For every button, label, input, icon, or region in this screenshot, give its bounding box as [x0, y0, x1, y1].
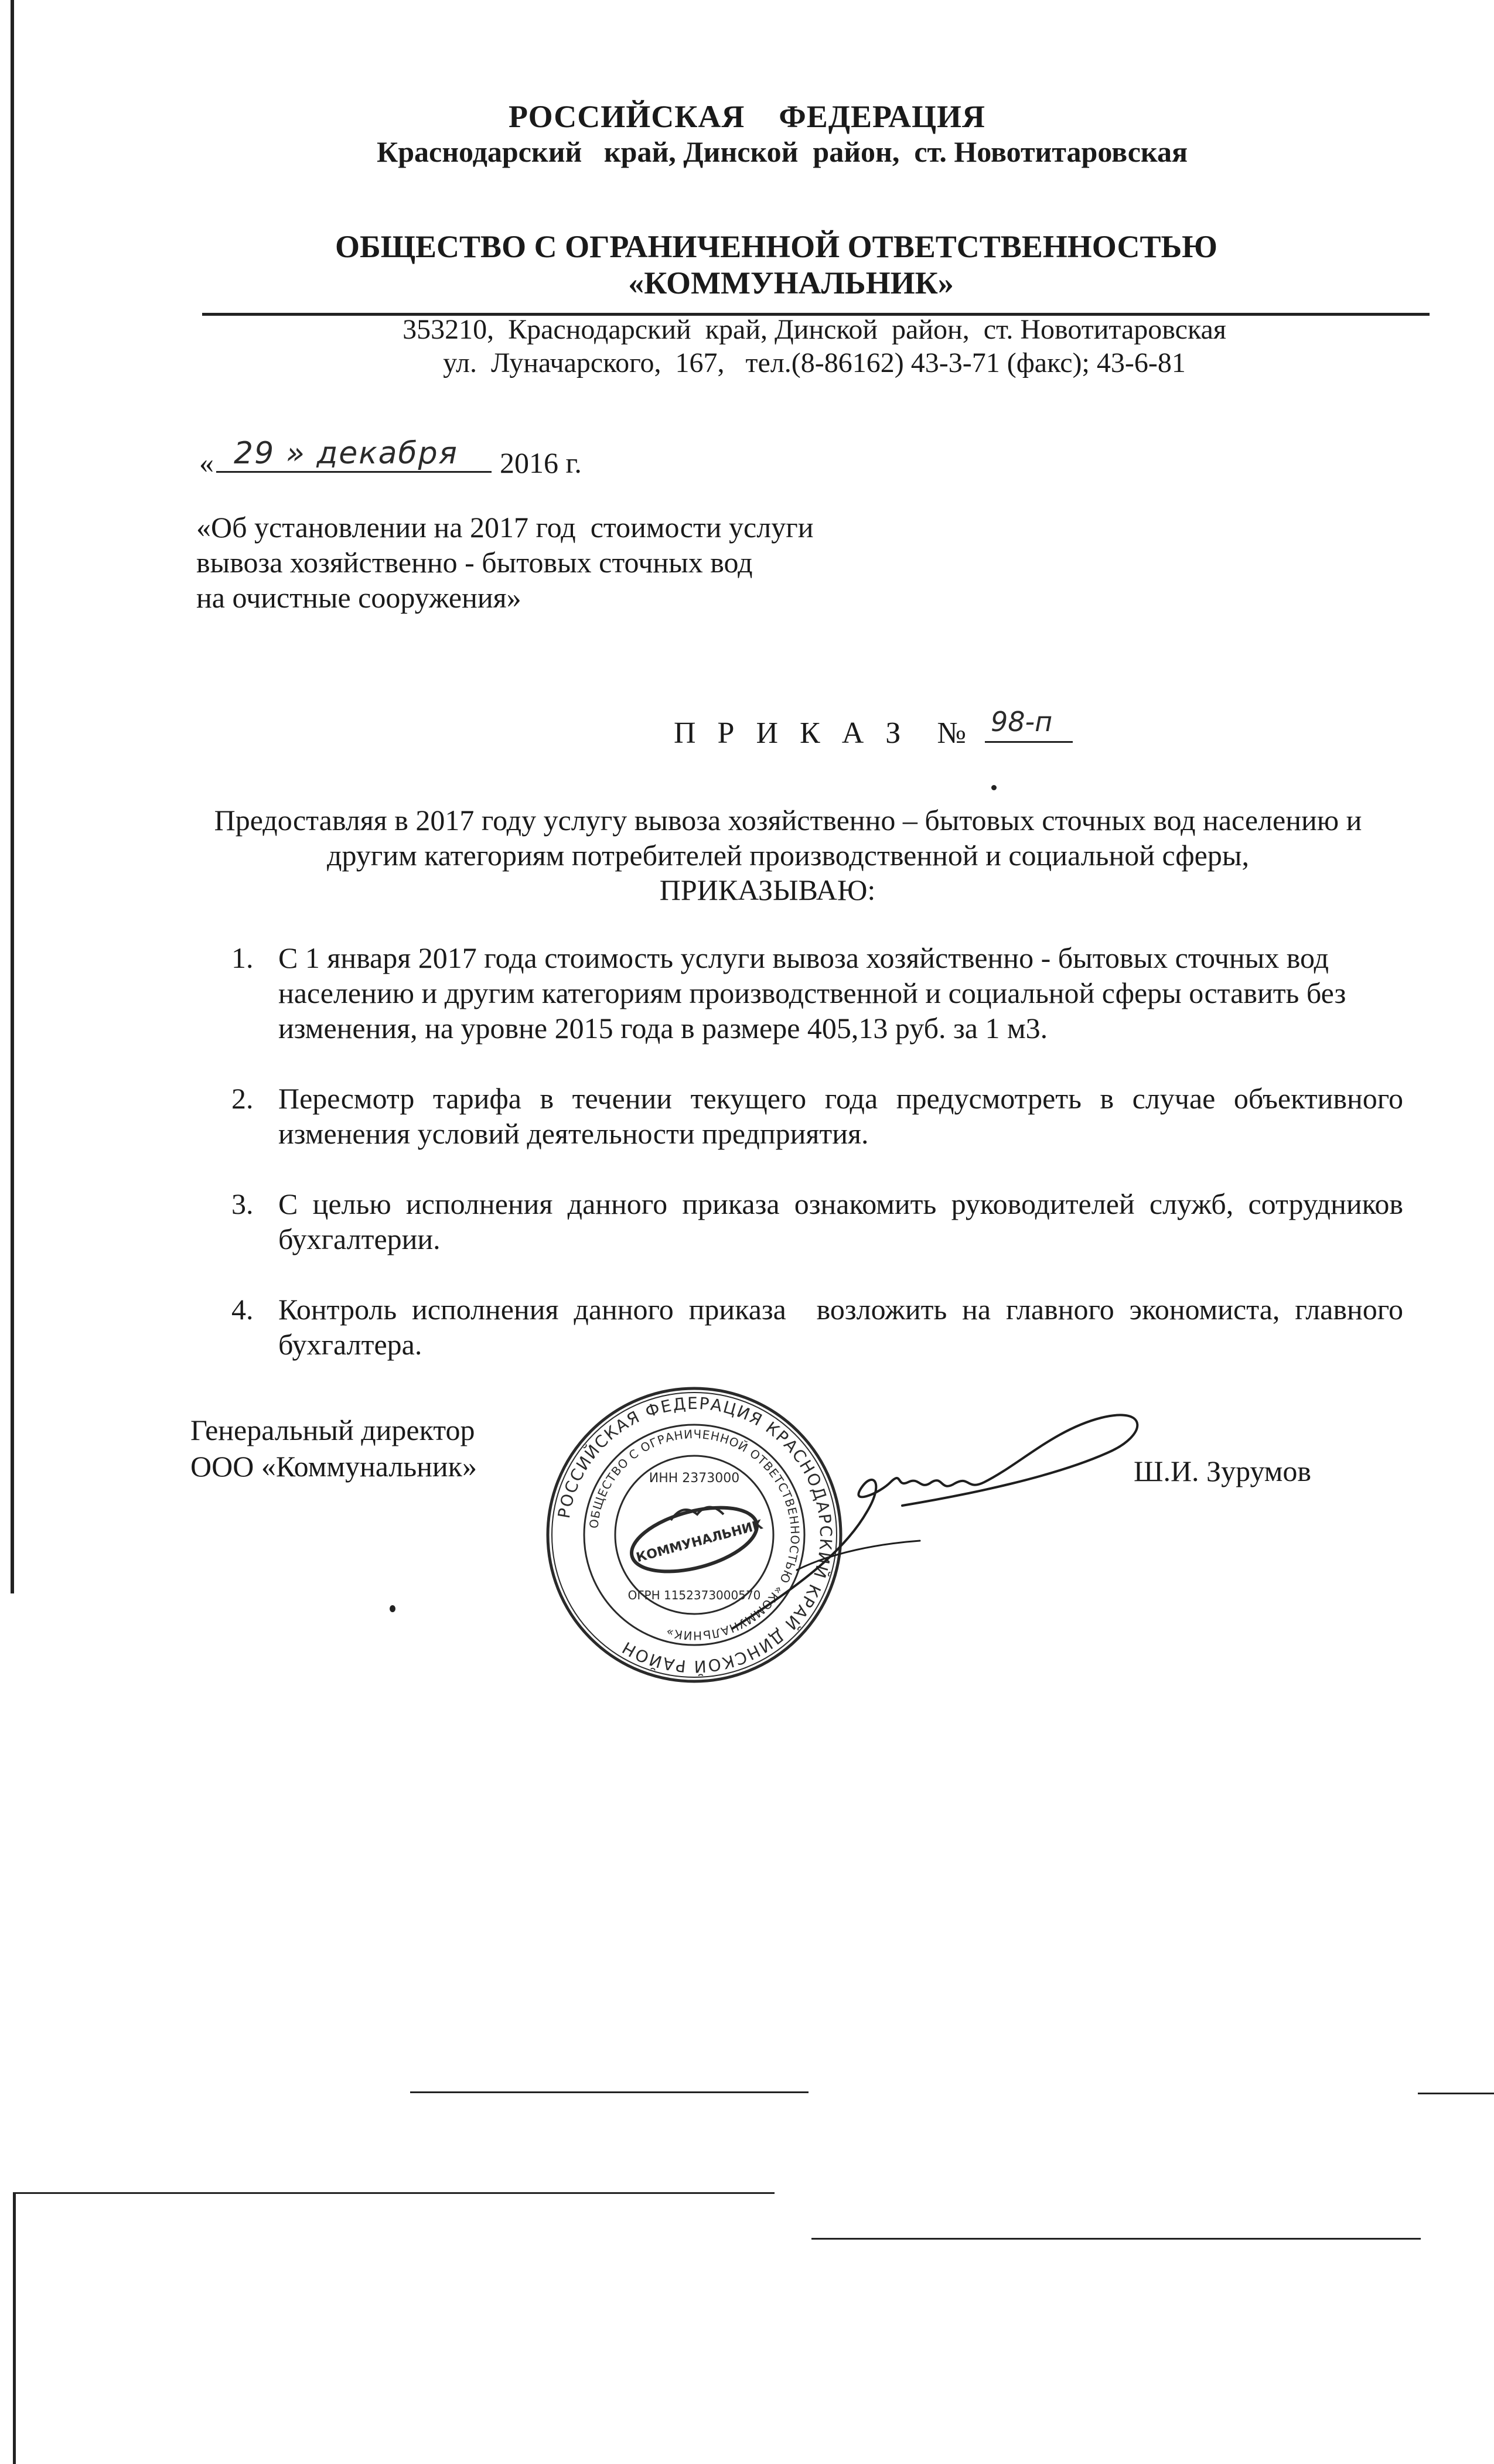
item-line: населению и другим категориям производственной и социальной сферы оставить без [278, 977, 1346, 1009]
list-item [231, 1186, 1403, 1257]
document-date [199, 436, 582, 480]
order-title-text: П Р И К А З № [674, 716, 973, 750]
item-line: С 1 января 2017 года стоимость услуги вывоза хозяйственно - бытовых сточных вод [278, 941, 1329, 974]
document-subject [196, 510, 813, 615]
region-heading: Краснодарский край, Динской район, ст. Новотитаровская [376, 135, 1188, 168]
organization-name-line1: ОБЩЕСТВО С ОГРАНИЧЕННОЙ ОТВЕТСТВЕННОСТЬЮ [335, 229, 1217, 264]
scan-speck [390, 1605, 395, 1612]
subject-line2: вывоза хозяйственно - бытовых сточных вод [196, 546, 753, 579]
item-text [278, 1292, 1403, 1362]
scan-edge-left [11, 0, 14, 1593]
item-number: 3. [231, 1187, 254, 1220]
date-open-quote: « [199, 446, 214, 479]
item-line: Контроль исполнения данного приказа возложить на главного экономиста, главного [278, 1293, 1403, 1326]
seal-center-text: КОММУНАЛЬНИК [635, 1517, 765, 1566]
item-line: изменения условий деятельности предприятия. [278, 1117, 869, 1150]
scan-line-1 [410, 2091, 809, 2093]
date-fill-line [216, 436, 492, 473]
scan-speck [991, 785, 997, 790]
preamble-line1: Предоставляя в 2017 году услугу вывоза хозяйственно – бытовых сточных вод населению и [214, 804, 1362, 837]
orders-verb: ПРИКАЗЫВАЮ: [659, 873, 876, 906]
item-text [278, 1081, 1403, 1151]
item-line: Пересмотр тарифа в течении текущего года предусмотреть в случае объективного [278, 1082, 1403, 1115]
handwritten-signature [726, 1394, 1148, 1640]
signatory-position [190, 1412, 477, 1484]
seal-outer-text: РОССИЙСКАЯ ФЕДЕРАЦИЯ КРАСНОДАРСКИЙ КРАЙ ДИНСКОЙ РАЙОН [554, 1393, 836, 1677]
seal-ogrn: ОГРН 1152373000570 [627, 1588, 761, 1602]
handwritten-order-number: 98-п [990, 706, 1053, 738]
seal-inn: ИНН 2373000 [649, 1471, 740, 1486]
subject-line1: «Об установлении на 2017 год стоимости услуги [196, 511, 814, 544]
item-number: 2. [231, 1082, 254, 1115]
item-line: С целью исполнения данного приказа ознакомить руководителей служб, сотрудников [278, 1187, 1403, 1220]
position-line2: ООО «Коммунальник» [190, 1450, 477, 1483]
item-text [278, 940, 1403, 1046]
address-line2: ул. Луначарского, 167, тел.(8-86162) 43-3-71 (факс); 43-6-81 [443, 347, 1186, 378]
scan-line-3 [13, 2192, 775, 2194]
list-item [231, 1292, 1403, 1362]
item-text [278, 1186, 1403, 1257]
date-year: 2016 г. [500, 446, 582, 479]
scan-line-4 [811, 2238, 1421, 2240]
position-line1: Генеральный директор [190, 1414, 475, 1446]
item-number: 1. [231, 941, 254, 974]
item-number: 4. [231, 1293, 254, 1326]
list-item [231, 1081, 1403, 1151]
order-number-field [985, 706, 1073, 743]
scan-line-2 [1418, 2093, 1494, 2094]
country-heading: РОССИЙСКАЯ ФЕДЕРАЦИЯ [508, 99, 986, 134]
handwritten-date: 29 » декабря [234, 436, 458, 471]
order-title [674, 706, 1073, 750]
preamble-line2: другим категориям потребителей производственной и социальной сферы, [327, 839, 1249, 872]
seal-inner-text: ОБЩЕСТВО С ОГРАНИЧЕННОЙ ОТВЕТСТВЕННОСТЬЮ «КОММУНАЛЬНИК» [586, 1426, 803, 1643]
preamble [176, 803, 1400, 873]
organization-name-line2: «КОММУНАЛЬНИК» [628, 265, 954, 301]
item-line: бухгалтерии. [278, 1223, 441, 1255]
order-items [231, 940, 1403, 1397]
item-line: изменения, на уровне 2015 года в размере 405,13 руб. за 1 м3. [278, 1012, 1048, 1045]
list-item [231, 940, 1403, 1046]
subject-line3: на очистные сооружения» [196, 581, 521, 614]
scan-edge-left-bottom [13, 2194, 16, 2464]
item-line: бухгалтера. [278, 1328, 422, 1361]
address-line1: 353210, Краснодарский край, Динской район, ст. Новотитаровская [403, 314, 1226, 345]
signatory-name: Ш.И. Зурумов [1134, 1455, 1312, 1487]
